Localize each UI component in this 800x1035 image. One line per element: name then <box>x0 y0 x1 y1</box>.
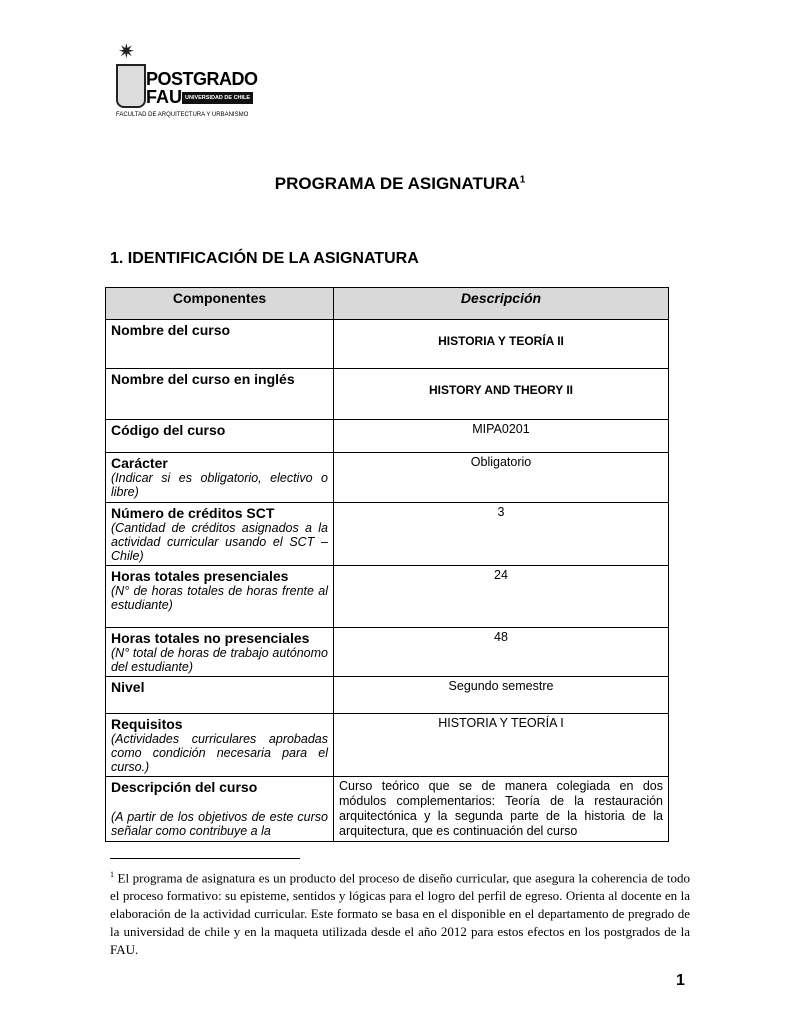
row-value: MIPA0201 <box>334 420 669 453</box>
table-row <box>106 503 669 566</box>
row-label: Nombre del curso <box>111 322 231 338</box>
row-hint: (Indicar si es obligatorio, electivo o libre) <box>111 471 328 499</box>
row-hint: (N° total de horas de trabajo autónomo del estudiante) <box>111 646 328 674</box>
row-value: 48 <box>334 628 669 677</box>
table-row <box>106 777 669 842</box>
table-row <box>106 566 669 628</box>
footnote-mark: 1 <box>519 174 526 186</box>
table-row <box>106 453 669 503</box>
row-value: HISTORY AND THEORY II <box>334 369 669 420</box>
row-label: Carácter <box>111 455 168 471</box>
row-hint: (N° de horas totales de horas frente al estudiante) <box>111 584 328 612</box>
row-value: HISTORIA Y TEORÍA I <box>334 714 669 777</box>
crest-icon <box>116 64 146 108</box>
table-row <box>106 628 669 677</box>
sun-star-icon: ✷ <box>118 41 135 63</box>
identification-table <box>105 287 669 842</box>
row-label: Nivel <box>111 679 145 695</box>
table-row <box>106 420 669 453</box>
row-label: Horas totales no presenciales <box>111 630 310 646</box>
row-hint: (A partir de los objetivos de este curso señalar como contribuye a la <box>111 810 328 838</box>
row-label: Código del curso <box>111 422 226 438</box>
table-row <box>106 320 669 369</box>
row-value: HISTORIA Y TEORÍA II <box>334 320 669 369</box>
row-value: Segundo semestre <box>334 677 669 714</box>
postgrado-fau-logo <box>110 41 258 128</box>
row-value: 3 <box>334 503 669 566</box>
page-number: 1 <box>676 972 685 989</box>
row-value: 24 <box>334 566 669 628</box>
title-text: PROGRAMA DE ASIGNATURA <box>274 174 520 193</box>
footnote-text: El programa de asignatura es un producto del proceso de diseño curricular, que asegura la coherencia de todo el proceso formativo: su episteme, sentidos y lógicas para el logro del perfil de egreso. Orienta al docente en la elaboración de la actividad curricular. Este formato se basa en el disponible en el departamento de pregrado de la universidad de chile y en la maqueta utilizada desde el año 2012 para estos efectos en los postgrados de la FAU. <box>110 870 691 958</box>
section-heading: 1. IDENTIFICACIÓN DE LA ASIGNATURA <box>110 250 419 267</box>
logo-abbr: FAU <box>146 87 182 107</box>
row-label: Descripción del curso <box>111 779 258 795</box>
header-descripcion: Descripción <box>334 288 669 320</box>
table-row <box>106 677 669 714</box>
table-row <box>106 714 669 777</box>
row-hint: (Cantidad de créditos asignados a la actividad curricular usando el SCT – Chile) <box>111 521 328 563</box>
table-header <box>106 288 669 320</box>
footnote-number: 1 <box>110 870 114 879</box>
row-value: Obligatorio <box>334 453 669 503</box>
logo-faculty: FACULTAD DE ARQUITECTURA Y URBANISMO <box>116 112 249 118</box>
row-label: Nombre del curso en inglés <box>111 371 295 387</box>
row-label: Número de créditos SCT <box>111 505 275 521</box>
page-title <box>0 174 800 194</box>
header-componentes: Componentes <box>106 288 334 320</box>
logo-university: UNIVERSIDAD DE CHILE <box>182 92 253 104</box>
footnote-divider <box>110 858 300 859</box>
row-label: Requisitos <box>111 716 183 732</box>
footnote <box>110 866 690 959</box>
row-hint: (Actividades curriculares aprobadas como condición necesaria para el curso.) <box>111 732 328 774</box>
row-label: Horas totales presenciales <box>111 568 289 584</box>
table-row <box>106 369 669 420</box>
logo-title: POSTGRADO <box>146 69 258 89</box>
row-value: Curso teórico que se de manera colegiada en dos módulos complementarios: Teoría de la restauración arquitectónica y la segunda parte de la historia de la arquitectura, que es continuación del curso <box>334 777 669 842</box>
